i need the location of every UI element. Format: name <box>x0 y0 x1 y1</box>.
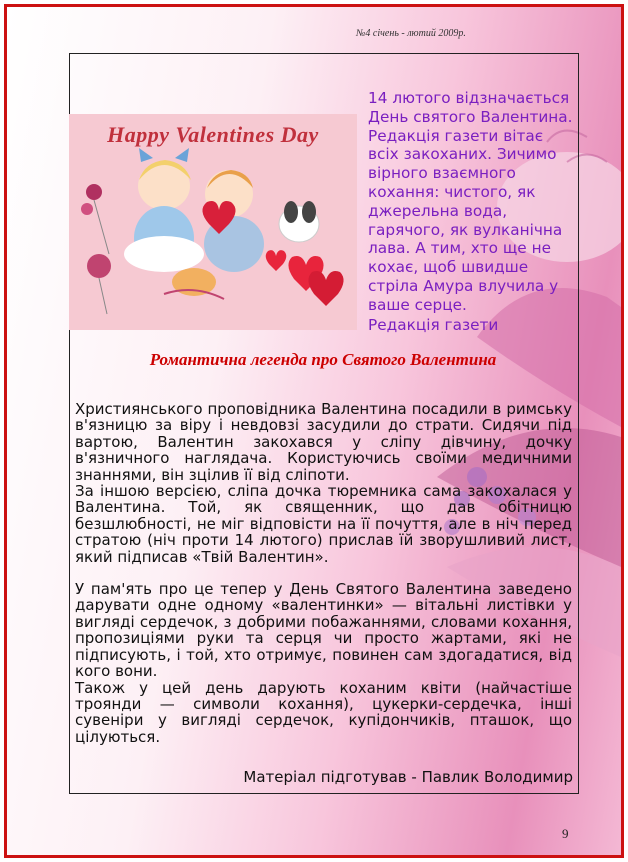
article-paragraph: У пам'ять про це тепер у День Святого Валентина заведено дарувати одне одному «валентинки» — вітальні листівки у вигляді сердечок, з добрими побажаннями, словами кохання, пропозиціями руки та серця чи просто жартами, які не підписують, і той, хто отримує, повинен сам здогадатися, від кого вони. <box>75 580 572 681</box>
page-number: 9 <box>562 826 569 841</box>
card-title: Happy Valentines Day <box>107 122 319 147</box>
article-title: Романтична легенда про Святого Валентина <box>149 350 497 369</box>
issue-header: №4 січень - лютий 2009р. <box>356 28 466 39</box>
article-paragraph: Християнського проповідника Валентина посадили в римську в'язницю за віру і невдовзі засудили до страти. Сидячи під вартою, Валентин закохався у сліпу дівчину, дочку в'язничного наглядача. Користуючись своїми медичними знаннями, він зцілив її від сліпоти. <box>75 400 572 484</box>
article-body <box>75 401 572 745</box>
article-author: Матеріал підготував - Павлик Володимир <box>243 768 573 786</box>
editors-signature: Редакція газети <box>368 316 499 334</box>
article-paragraph: Також у цей день дарують коханим квіти (найчастіше троянди — символи кохання), цукерки-сердечка, інші сувеніри у вигляді сердечок, купідончиків, пташок, що цілуються. <box>75 678 572 746</box>
children-illustration <box>69 114 357 330</box>
intro-greeting: 14 лютого відзначається День святого Валентина. Редакція газети вітає всіх закоханих. Зичимо вірного взаємного кохання: чистого, як джерельна вода, гарячого, як вулканічна лава. А тим, хто ще не кохає, щоб швидше стріла Амура влучила у ваше серце. <box>368 89 573 314</box>
valentine-card-image <box>69 114 357 330</box>
article-paragraph: За іншою версією, сліпа дочка тюремника сама закохалася у Валентина. Той, як священник, що дав обітницю безшлюбності, не міг відповісти на її почуття, але в ніч перед стратою (ніч проти 14 лютого) прислав їй зворушливий лист, який підписав «Твій Валентин». <box>75 482 572 566</box>
